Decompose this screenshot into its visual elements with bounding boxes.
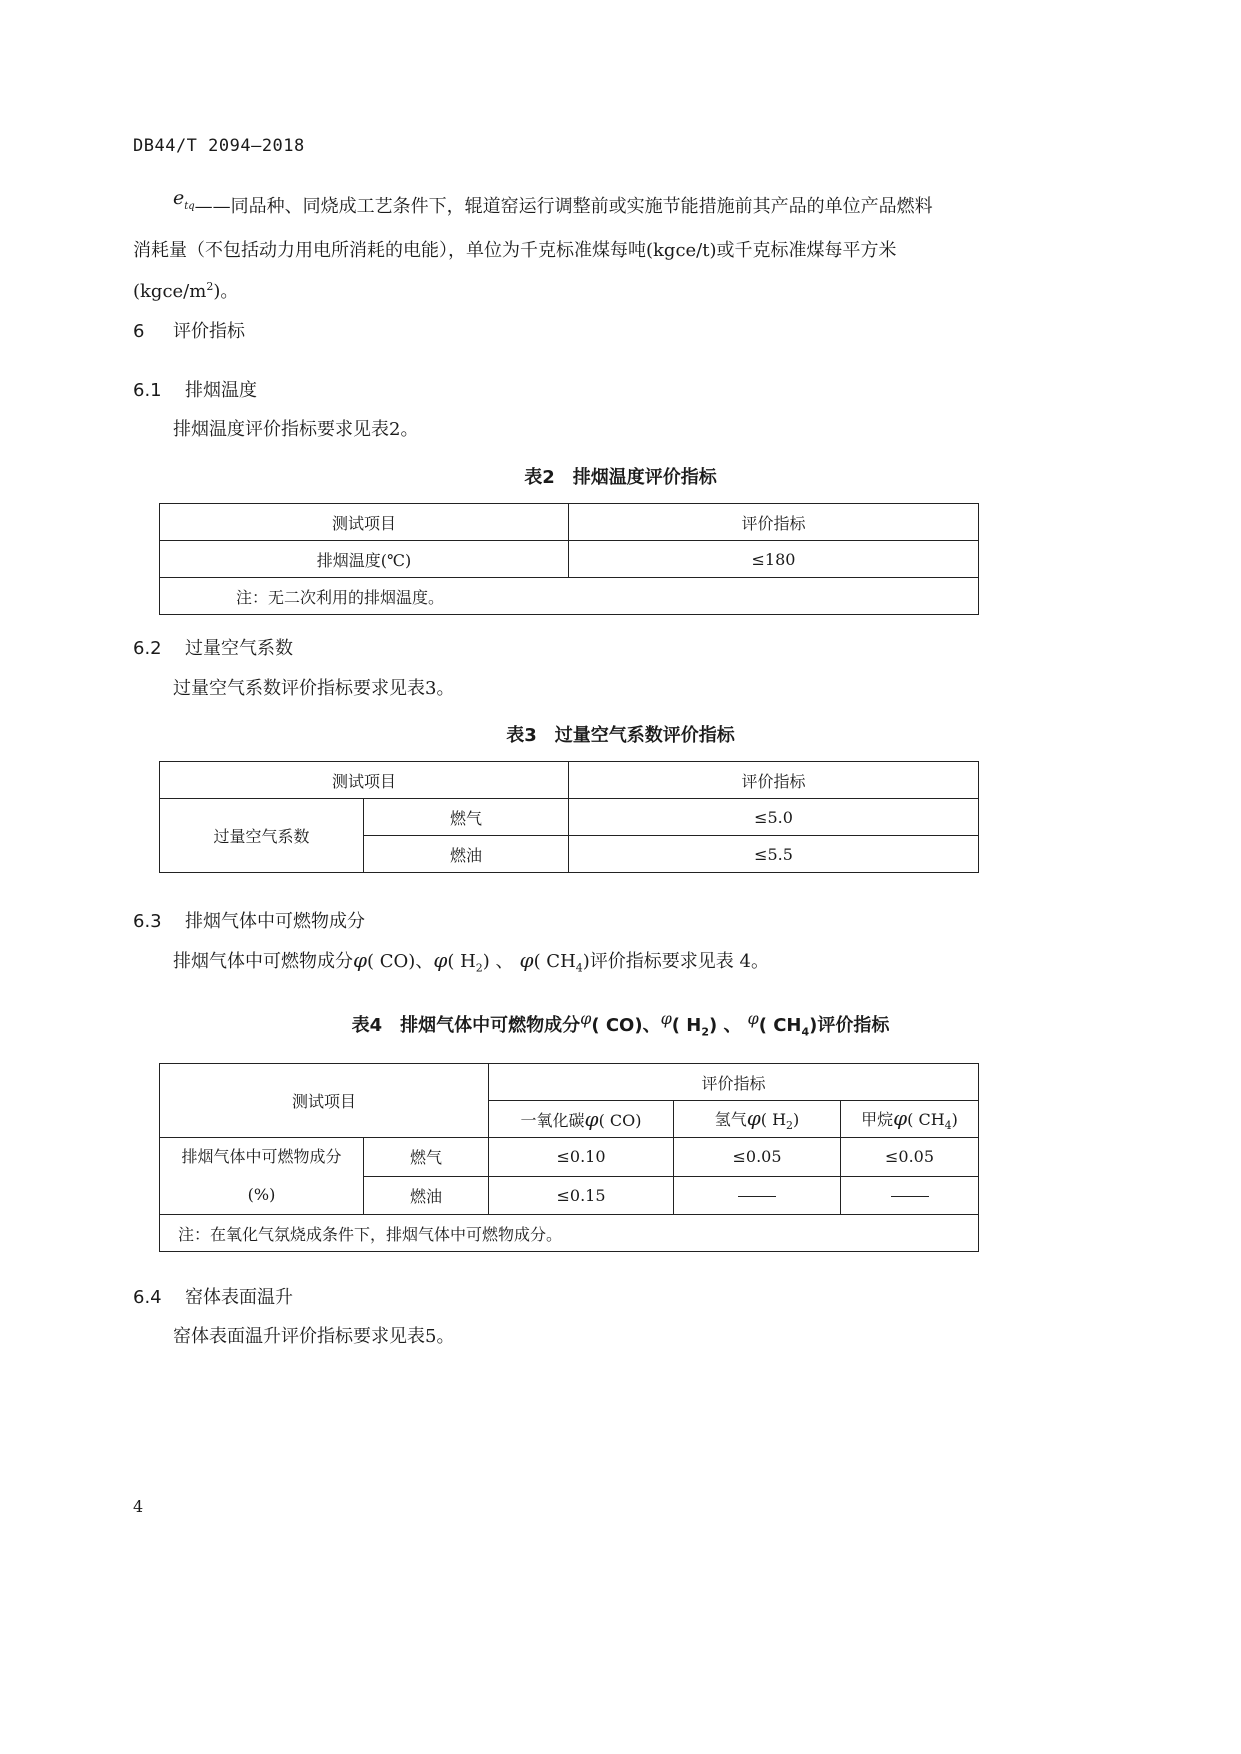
table-4-gas-co: ≤0.10 bbox=[489, 1138, 674, 1177]
table-4-caption: 表4 排烟气体中可燃物成分$^\varphi$( CO)、$^\varphi$( $H_2$) 、 $^\varphi$( $CH_4$)评价指标 bbox=[351, 1009, 890, 1039]
table-3 bbox=[159, 761, 979, 873]
section-6-2-intro: 过量空气系数评价指标要求见表3。 bbox=[173, 678, 455, 699]
definition-line-3: $(kgce/m^2)$。 bbox=[133, 279, 239, 302]
table-3-fuel-oil: 燃油 bbox=[364, 836, 569, 873]
definition-paragraph bbox=[133, 188, 1013, 310]
symbol-e: $e_{tq}$ bbox=[173, 187, 195, 212]
section-6-heading: 6 评价指标 bbox=[133, 321, 245, 342]
table-3-caption: 表3 过量空气系数评价指标 bbox=[506, 725, 735, 746]
table-4-subheader-co: 一氧化碳φ( CO) bbox=[489, 1101, 674, 1138]
table-4-gas-ch4: ≤0.05 bbox=[841, 1138, 979, 1177]
table-2 bbox=[159, 503, 979, 615]
table-3-fuel-gas: 燃气 bbox=[364, 799, 569, 836]
table-4-oil-co: ≤0.15 bbox=[489, 1176, 674, 1215]
table-4-header-item: 测试项目 bbox=[160, 1064, 489, 1138]
section-6-1-intro: 排烟温度评价指标要求见表2。 bbox=[173, 419, 419, 440]
table-3-value-oil: ≤5.5 bbox=[569, 836, 979, 873]
page-number: 4 bbox=[133, 1497, 144, 1516]
section-6-4-intro: 窑体表面温升评价指标要求见表5。 bbox=[173, 1326, 455, 1347]
table-4-note: 注：在氧化气氛烧成条件下，排烟气体中可燃物成分。 bbox=[160, 1215, 979, 1252]
table-4-fuel-oil: 燃油 bbox=[364, 1176, 489, 1215]
table-4-fuel-gas: 燃气 bbox=[364, 1138, 489, 1177]
table-2-cell-value: ≤180 bbox=[569, 541, 979, 578]
table-4-oil-ch4-dash bbox=[841, 1176, 979, 1215]
standard-code: DB44/T 2094—2018 bbox=[133, 136, 305, 156]
section-6-4-heading: 6.4 窑体表面温升 bbox=[133, 1287, 293, 1308]
table-4 bbox=[159, 1063, 979, 1252]
table-2-note: 注：无二次利用的排烟温度。 bbox=[160, 578, 979, 615]
table-3-value-gas: ≤5.0 bbox=[569, 799, 979, 836]
table-4-gas-h2: ≤0.05 bbox=[674, 1138, 841, 1177]
definition-line-1: ——同品种、同烧成工艺条件下，辊道窑运行调整前或实施节能措施前其产品的单位产品燃料 bbox=[194, 196, 933, 217]
table-4-subheader-h2: 氢气φ( $H_2$) bbox=[674, 1101, 841, 1138]
table-4-subheader-ch4: 甲烷φ( $CH_4$) bbox=[841, 1101, 979, 1138]
table-2-caption: 表2 排烟温度评价指标 bbox=[524, 467, 717, 488]
definition-line-2: 消耗量（不包括动力用电所消耗的电能），单位为千克标准煤每吨(kgce/t)或千克标准煤每平方米 bbox=[133, 239, 897, 261]
section-6-3-intro: 排烟气体中可燃物成分φ( CO)、φ( $H_2$) 、 φ( $CH_4$)评价指标要求见表 4。 bbox=[173, 948, 769, 975]
table-3-header-eval: 评价指标 bbox=[569, 762, 979, 799]
table-3-header-item: 测试项目 bbox=[160, 762, 569, 799]
section-6-3-heading: 6.3 排烟气体中可燃物成分 bbox=[133, 911, 365, 932]
table-4-header-eval: 评价指标 bbox=[489, 1064, 979, 1101]
table-4-oil-h2-dash bbox=[674, 1176, 841, 1215]
table-3-group: 过量空气系数 bbox=[160, 799, 364, 873]
section-6-1-heading: 6.1 排烟温度 bbox=[133, 380, 257, 401]
table-4-group: 排烟气体中可燃物成分 (%) bbox=[160, 1138, 364, 1215]
table-2-cell-item: 排烟温度(℃) bbox=[160, 541, 569, 578]
table-2-header-item: 测试项目 bbox=[160, 504, 569, 541]
section-6-2-heading: 6.2 过量空气系数 bbox=[133, 638, 293, 659]
table-2-header-eval: 评价指标 bbox=[569, 504, 979, 541]
